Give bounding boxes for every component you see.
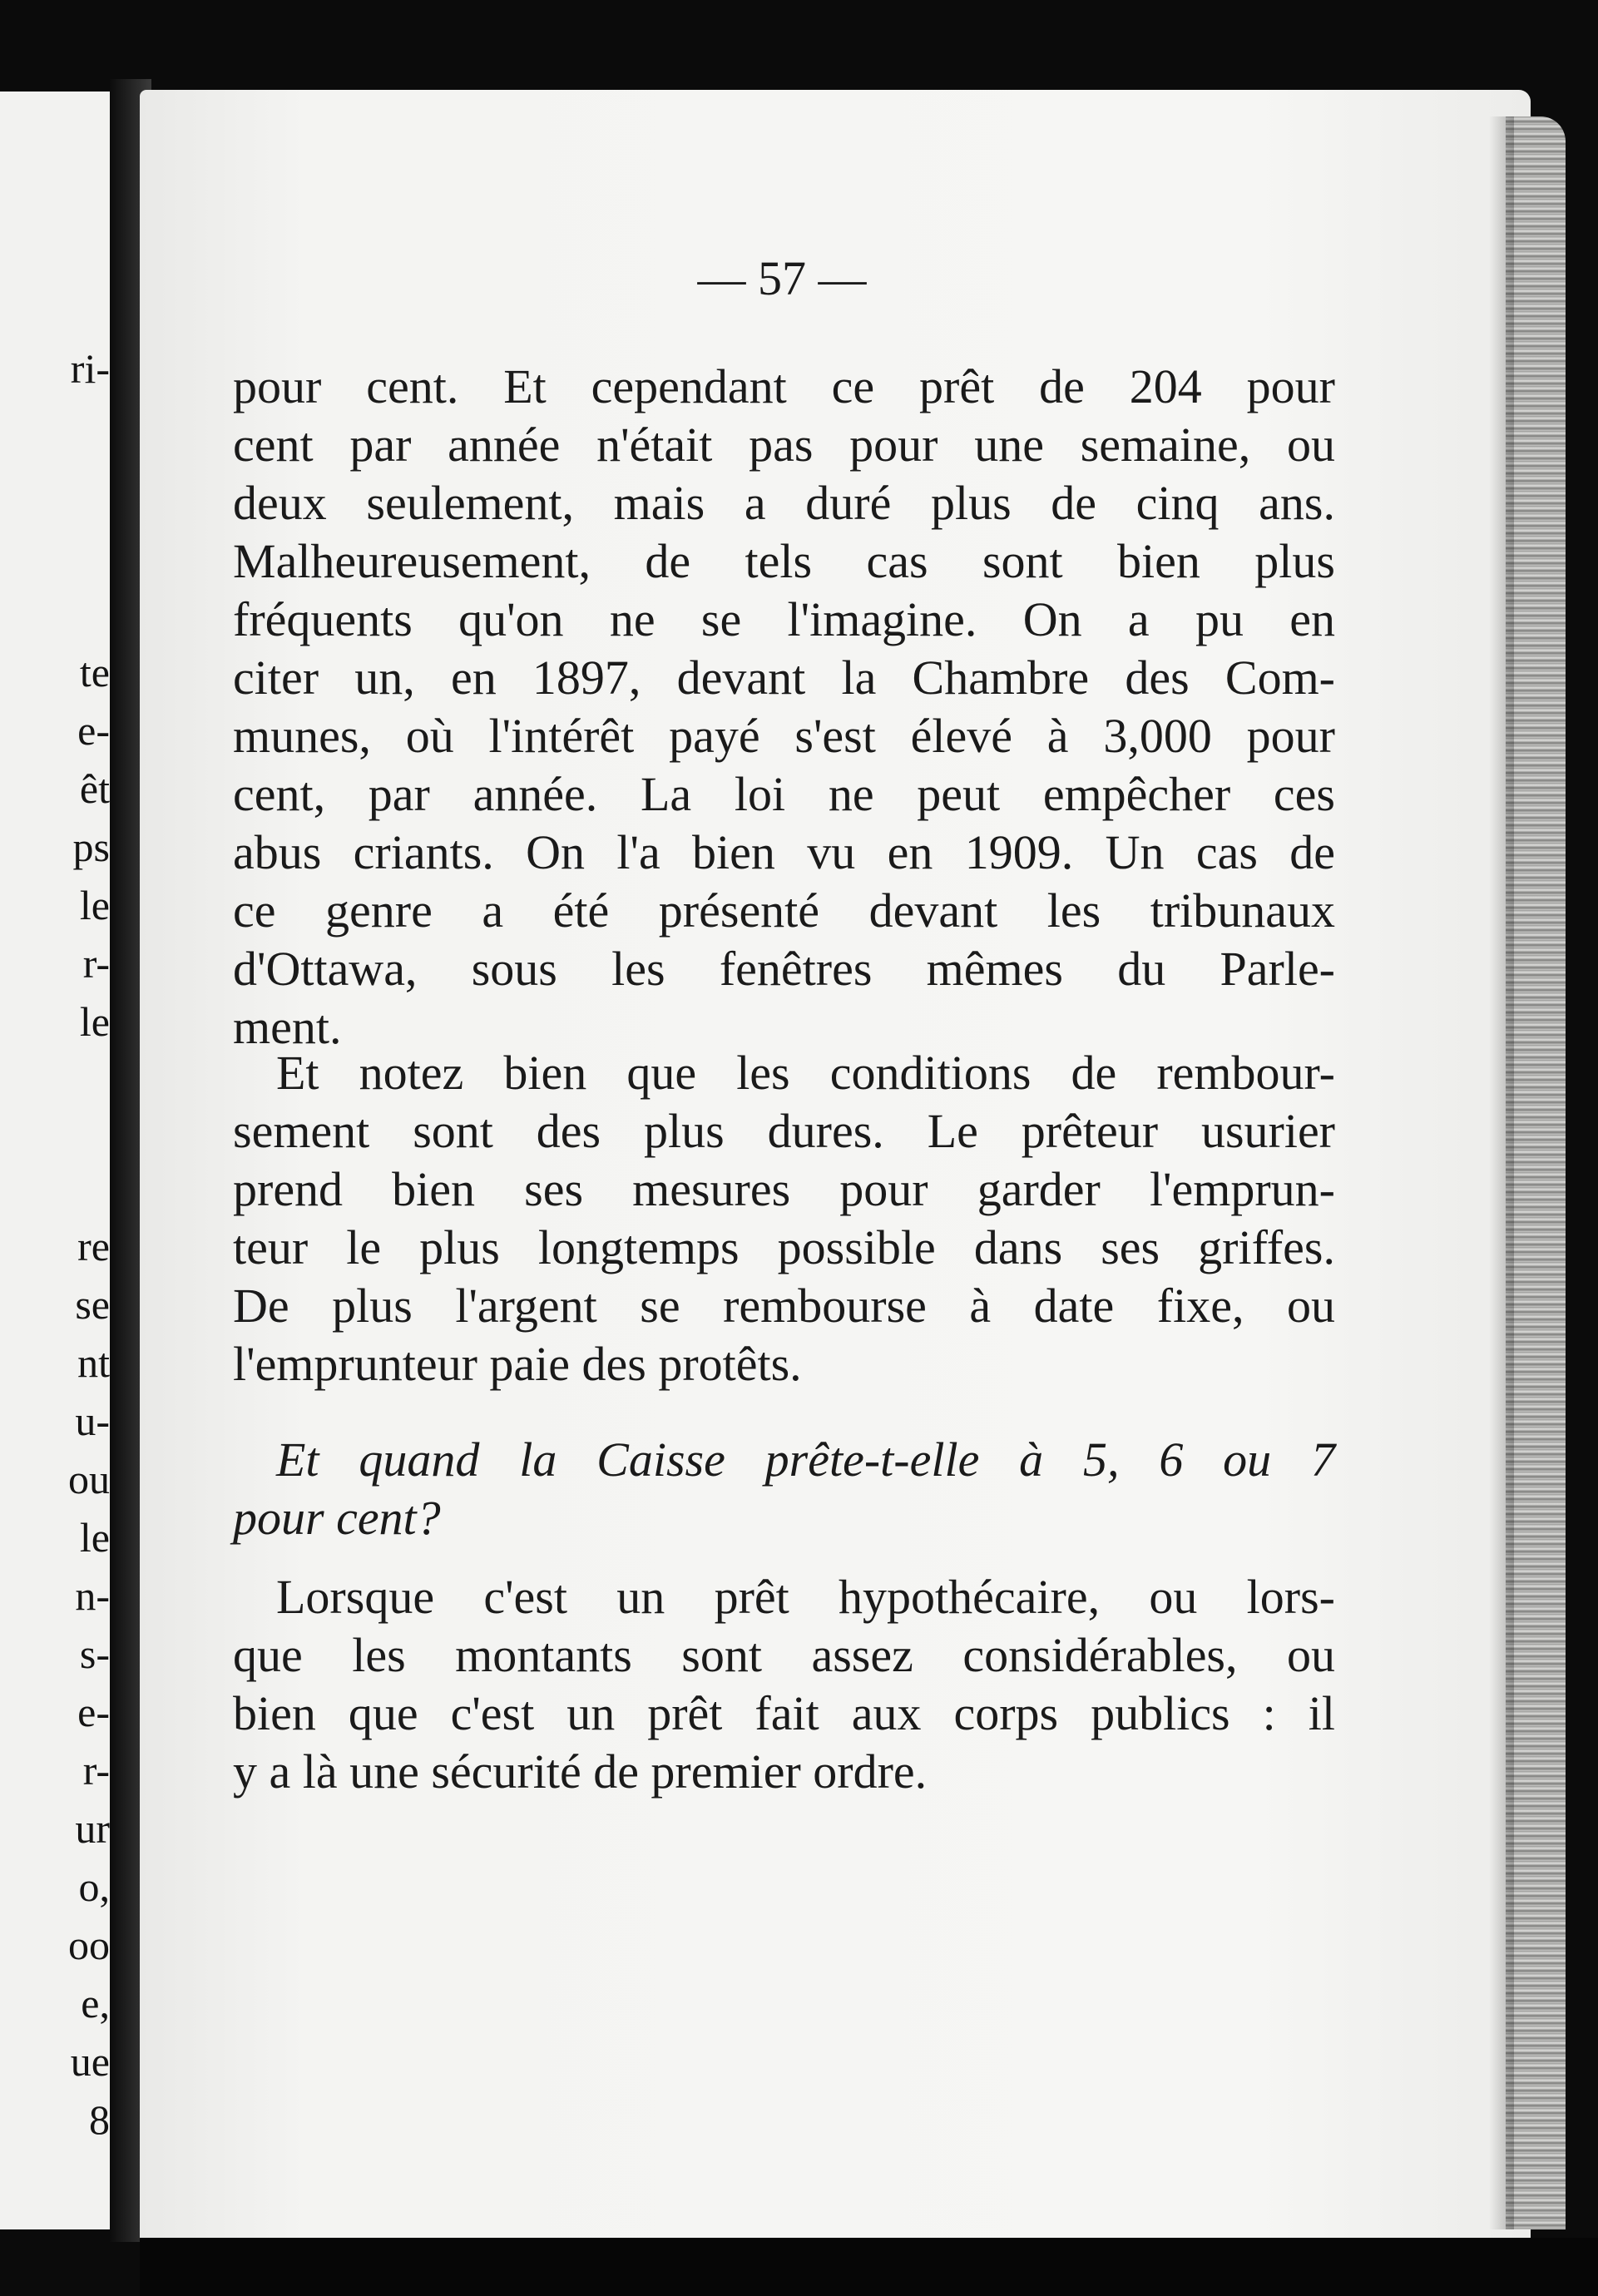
left-text-fragment: re [77,1223,110,1269]
left-text-fragment: n- [75,1572,110,1619]
left-text-fragment: r- [82,940,110,987]
text-line: cent, par année. La loi ne peut empêcher ces [233,767,1335,821]
page-edge [1506,116,1566,2229]
left-text-fragment: ps [72,824,110,870]
text-line: l'emprunteur paie des protêts. [233,1337,802,1391]
left-text-fragment: ur [75,1805,110,1852]
left-text-fragment: êt [79,765,110,812]
left-text-fragment: nt [77,1339,110,1386]
text-line: ce genre a été présenté devant les tribunaux [233,883,1335,938]
text-line: pour cent. Et cependant ce prêt de 204 pour [233,359,1335,413]
left-text-fragment: o, [78,1863,110,1910]
left-text-fragment: le [79,882,110,928]
left-text-fragment: te [79,649,110,695]
page-number: — 57 — [697,251,867,305]
text-line: prend bien ses mesures pour garder l'emprun- [233,1162,1335,1216]
left-text-fragment: r- [82,1747,110,1794]
left-text-fragment: ri- [70,345,110,392]
previous-page-fragment [0,92,110,2229]
text-line: deux seulement, mais a duré plus de cinq ans. [233,476,1335,530]
left-text-fragment: e- [77,1689,110,1735]
left-text-fragment: e- [77,707,110,754]
text-line: cent par année n'était pas pour une semaine, ou [233,418,1335,472]
text-line: munes, où l'intérêt payé s'est élevé à 3,000 pour [233,709,1335,763]
scan-border [140,2238,1598,2296]
text-line: teur le plus longtemps possible dans ses griffes. [233,1220,1335,1274]
text-line: ment. [233,1000,342,1054]
text-line: pour cent? [233,1491,441,1545]
text-line: bien que c'est un prêt fait aux corps publics : il [233,1686,1335,1740]
left-text-fragment: le [79,1514,110,1561]
text-line: Malheureusement, de tels cas sont bien plus [233,534,1335,588]
left-text-fragment: ou [68,1456,110,1502]
left-text-fragment: s- [79,1630,110,1677]
text-line: y a là une sécurité de premier ordre. [233,1744,928,1799]
left-text-fragment: oo [68,1922,110,1968]
text-line: d'Ottawa, sous les fenêtres mêmes du Parle- [233,942,1335,996]
text-line: Et quand la Caisse prête-t-elle à 5, 6 ou 7 [276,1433,1335,1487]
left-text-fragment: ue [70,2038,110,2085]
left-text-fragment: 8 [89,2096,110,2143]
text-line: fréquents qu'on ne se l'imagine. On a pu en [233,592,1335,646]
page-edge-shadow [1489,116,1514,2229]
text-line: que les montants sont assez considérables, ou [233,1628,1335,1682]
text-line: citer un, en 1897, devant la Chambre des Com- [233,651,1335,705]
text-line: Et notez bien que les conditions de rembour- [276,1046,1335,1100]
text-line: abus criants. On l'a bien vu en 1909. Un cas de [233,825,1335,879]
left-text-fragment: u- [75,1398,110,1444]
text-line: Lorsque c'est un prêt hypothécaire, ou lors- [276,1570,1335,1624]
text-line: De plus l'argent se rembourse à date fixe, ou [233,1279,1335,1333]
left-text-fragment: e, [81,1980,110,2026]
left-text-fragment: se [75,1281,110,1328]
left-text-fragment: le [79,998,110,1045]
text-line: sement sont des plus dures. Le prêteur usurier [233,1104,1335,1158]
